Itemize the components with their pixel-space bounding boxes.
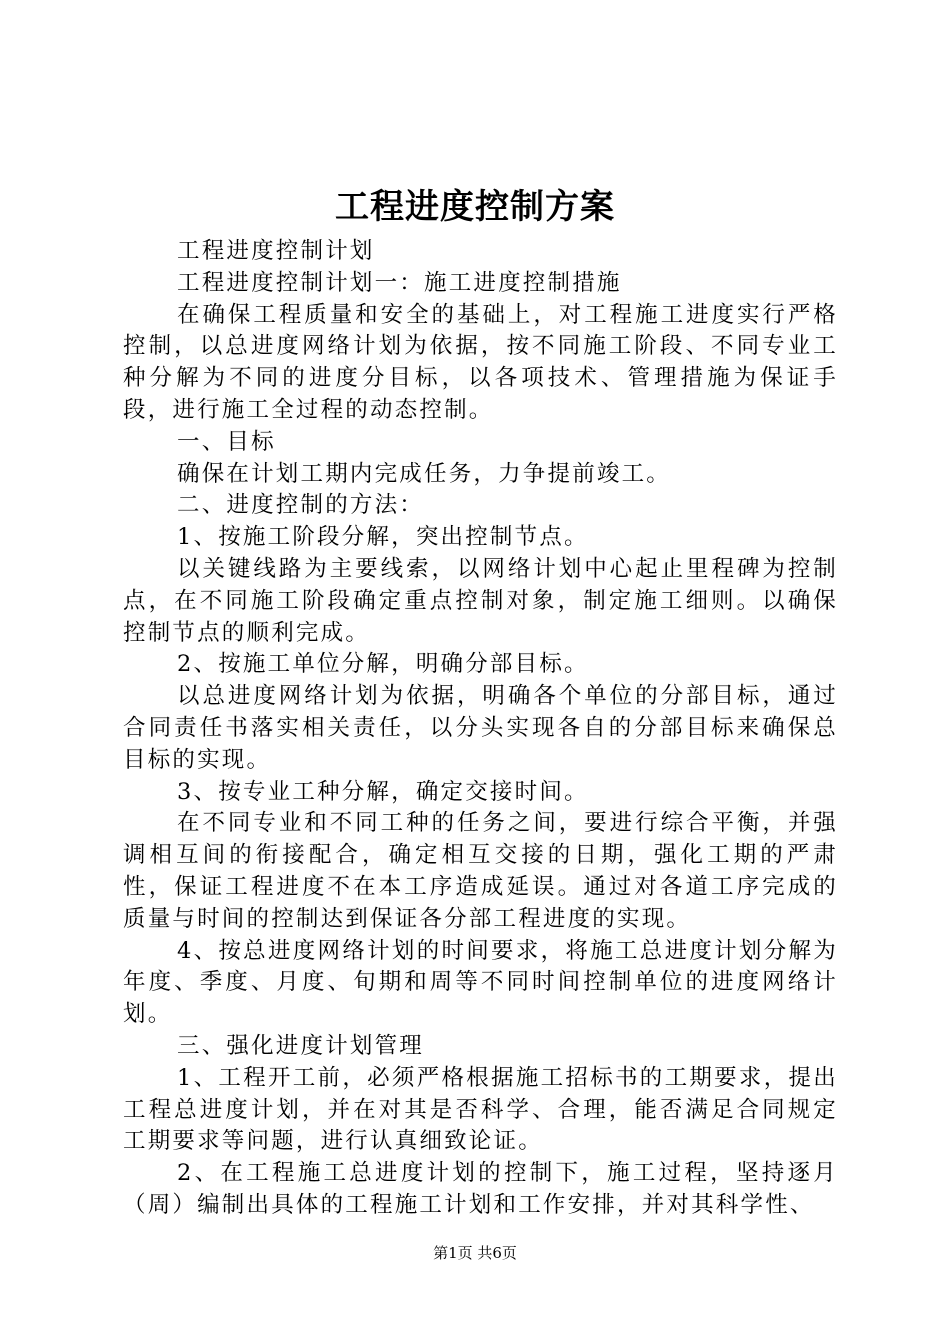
paragraph: 在不同专业和不同工种的任务之间，要进行综合平衡，并强调相互间的衔接配合，确定相互交接的日期，强化工期的严肃性，保证工程进度不在本工序造成延误。通过对各道工序完成的质量与时间的控制达到保证各分部工程进度的实现。 bbox=[123, 810, 838, 932]
paragraph: 工程进度控制计划一：施工进度控制措施 bbox=[177, 269, 622, 296]
paragraph: 三、强化进度计划管理 bbox=[177, 1032, 425, 1059]
paragraph: 一、目标 bbox=[177, 428, 276, 455]
paragraph: 在确保工程质量和安全的基础上，对工程施工进度实行严格控制，以总进度网络计划为依据，按不同施工阶段、不同专业工种分解为不同的进度分目标，以各项技术、管理措施为保证手段，进行施工全过程的动态控制。 bbox=[123, 301, 838, 423]
paragraph: 以关键线路为主要线索，以网络计划中心起止里程碑为控制点，在不同施工阶段确定重点控制对象，制定施工细则。以确保控制节点的顺利完成。 bbox=[123, 555, 838, 646]
paragraph: 以总进度网络计划为依据，明确各个单位的分部目标，通过合同责任书落实相关责任，以分头实现各自的分部目标来确保总目标的实现。 bbox=[123, 683, 838, 773]
document-title: 工程进度控制方案 bbox=[335, 187, 615, 227]
document-body bbox=[123, 236, 838, 1222]
page-number-footer: 第1页 共6页 bbox=[433, 1244, 517, 1262]
paragraph: 2、在工程施工总进度计划的控制下，施工过程，坚持逐月（周）编制出具体的工程施工计划和工作安排，并对其科学性、 bbox=[123, 1160, 838, 1218]
paragraph: 3、按专业工种分解，确定交接时间。 bbox=[177, 778, 589, 805]
paragraph: 4、按总进度网络计划的时间要求，将施工总进度计划分解为年度、季度、月度、旬期和周等不同时间控制单位的进度网络计划。 bbox=[123, 937, 838, 1028]
paragraph: 工程进度控制计划 bbox=[177, 238, 375, 264]
paragraph: 1、工程开工前，必须严格根据施工招标书的工期要求，提出工程总进度计划，并在对其是否科学、合理，能否满足合同规定工期要求等问题，进行认真细致论证。 bbox=[123, 1064, 838, 1155]
paragraph: 二、进度控制的方法： bbox=[177, 492, 425, 519]
paragraph: 2、按施工单位分解，明确分部目标。 bbox=[177, 651, 589, 678]
paragraph: 1、按施工阶段分解，突出控制节点。 bbox=[177, 524, 589, 551]
paragraph: 确保在计划工期内完成任务，力争提前竣工。 bbox=[177, 460, 672, 487]
